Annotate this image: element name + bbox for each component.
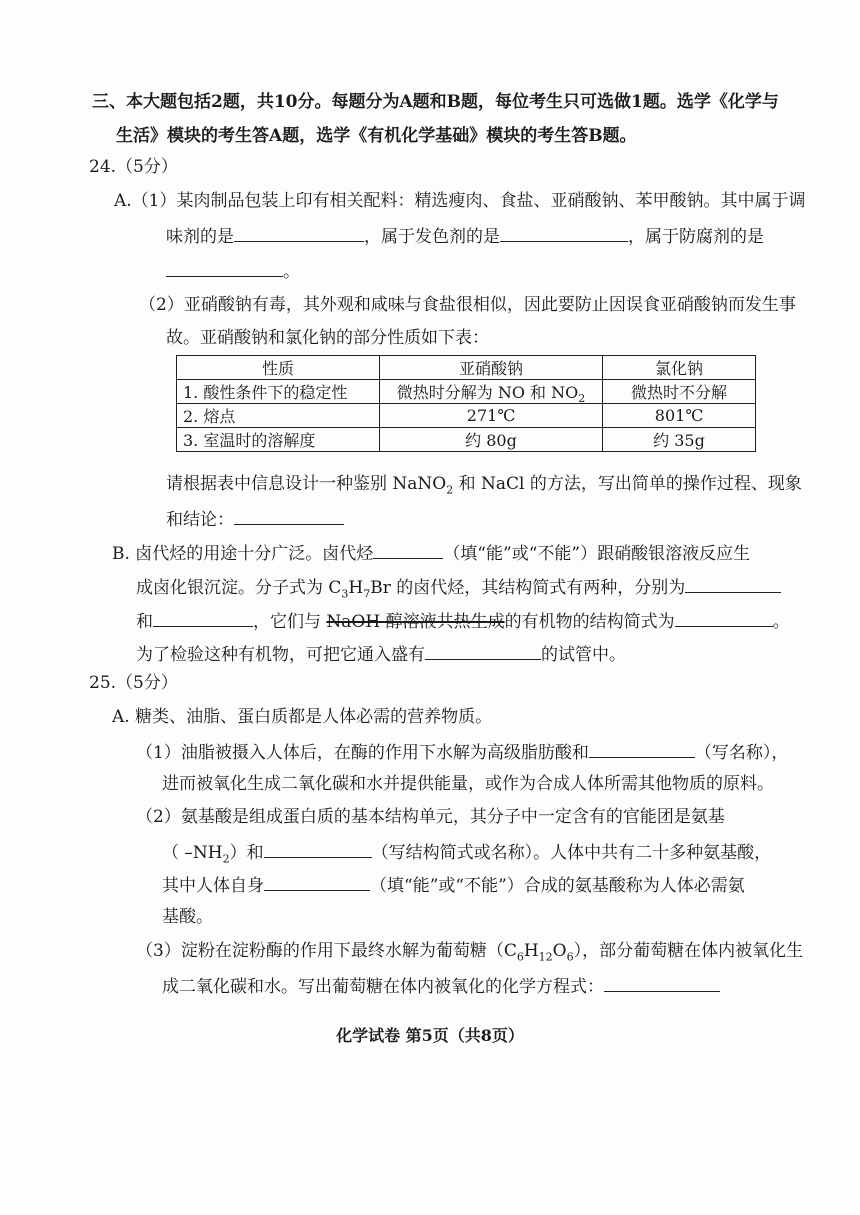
subscript: 7 (363, 587, 371, 601)
text: H (348, 578, 364, 598)
col-header: 亚硝酸钠 (380, 356, 603, 380)
table-row (177, 404, 756, 428)
cell: 约 35g (603, 428, 756, 452)
answer-blank-can[interactable] (373, 540, 443, 559)
q25-a2-line1: （2）氨基酸是组成蛋白质的基本结构单元，其分子中一定含有的官能团是氨基 (136, 807, 725, 827)
answer-blank-synthesize[interactable] (264, 872, 370, 891)
subscript: 2 (578, 392, 586, 406)
answer-blank-glycerol[interactable] (589, 739, 695, 758)
col-header: 氯化钠 (603, 356, 756, 380)
text: 为了检验这种有机物，可把它通入盛有 (136, 645, 425, 665)
q24-b-line3 (136, 608, 790, 634)
answer-blank-carboxyl[interactable] (264, 839, 372, 858)
text: （1）油脂被摄入人体后，在酶的作用下水解为高级脂肪酸和 (136, 743, 589, 763)
q25-a1-line2: 进而被氧化生成二氧化碳和水并提供能量，或作为合成人体所需其他物质的原料。 (162, 774, 774, 794)
text: 和 NaCl 的方法，写出简单的操作过程、现象 (453, 474, 802, 494)
cell: 3. 室温时的溶解度 (177, 428, 380, 452)
q24-a2-question (166, 472, 802, 496)
text: 的试管中。 (541, 645, 626, 665)
text: 和结论： (166, 510, 234, 530)
q24-header: 24.（5分） (89, 157, 178, 177)
q24-a1-text: A.（1）某肉制品包装上印有相关配料：精选瘦肉、食盐、亚硝酸钠、苯甲酸钠。其中属于调 (114, 191, 806, 211)
q25-a2-line4: 基酸。 (162, 907, 213, 927)
text: 微热时分解为 NO 和 NO (396, 383, 579, 402)
q25-a1-line1 (136, 739, 788, 765)
text: 的有机物的结构简式为 (504, 612, 675, 632)
text: 成二氧化碳和水。写出葡萄糖在体内被氧化的化学方程式： (162, 977, 604, 997)
text: ，属于防腐剂的是 (628, 227, 764, 247)
answer-blank-product[interactable] (675, 608, 773, 627)
text: Br 的卤代烃，其结构简式有两种，分别为 (370, 578, 686, 598)
q25-a3-line1 (136, 939, 803, 963)
section-instruction-line2: 生活》模块的考生答A题，选学《有机化学基础》模块的考生答B题。 (116, 126, 637, 146)
text: 。 (772, 612, 790, 632)
answer-blank-preservative[interactable] (166, 258, 283, 277)
text: ，它们与 (253, 612, 327, 632)
text: O (552, 941, 567, 961)
cell: 2. 熔点 (177, 404, 380, 428)
answer-blank-method[interactable] (234, 506, 344, 525)
subscript: 12 (538, 950, 553, 964)
text: ），部分葡萄糖在体内被氧化生 (573, 941, 804, 961)
q25-a-intro: A. 糖类、油脂、蛋白质都是人体必需的营养物质。 (112, 707, 493, 727)
text: （填“能”或“不能”）跟硝酸银溶液反应生 (443, 544, 751, 564)
q24-a2-line2: 故。亚硝酸钠和氯化钠的部分性质如下表： (166, 328, 489, 348)
cell: 1. 酸性条件下的稳定性 (177, 380, 380, 404)
answer-blank-structure1[interactable] (685, 574, 781, 593)
answer-blank-structure2[interactable] (153, 608, 253, 627)
answer-blank-color[interactable] (500, 223, 628, 242)
text: （写结构简式或名称）。人体中共有二十多种氨基酸， (371, 843, 772, 863)
q25-a2-line3 (162, 872, 745, 898)
text: B. 卤代烃的用途十分广泛。卤代烃 (112, 544, 374, 564)
answer-blank-equation[interactable] (604, 973, 720, 992)
cell: 271℃ (380, 404, 603, 428)
q24-a2-text: （2）亚硝酸钠有毒，其外观和咸味与食盐很相似，因此要防止因误食亚硝酸钠而发生事 (139, 295, 796, 315)
cell: 约 80g (380, 428, 603, 452)
section-instruction-line1: 三、本大题包括2题，共10分。每题分为A题和B题，每位考生只可选做1题。选学《化学与 (92, 92, 779, 112)
text: 。 (283, 262, 300, 282)
text: H (523, 941, 539, 961)
q24-b-line1 (112, 540, 750, 566)
cell: 微热时不分解 (603, 380, 756, 404)
q25-a2-line2 (162, 839, 771, 865)
text: 和 (136, 612, 153, 632)
q24-b-line2 (136, 574, 781, 600)
page-footer: 化学试卷 第5页（共8页） (336, 1026, 524, 1045)
q24-a2-conclusion (166, 506, 344, 532)
subscript: 2 (222, 852, 230, 866)
scribbled-text: NaOH 醇溶液共热生成 (326, 612, 505, 632)
col-header: 性质 (177, 356, 380, 380)
text: 请根据表中信息设计一种鉴别 NaNO (166, 474, 447, 494)
text: （写名称）， (694, 743, 789, 763)
cell (380, 380, 603, 404)
q25-header: 25.（5分） (89, 673, 178, 693)
table-row (177, 428, 756, 452)
text: 其中人体自身 (162, 876, 264, 896)
subscript: 2 (446, 483, 454, 497)
q25-a3-line2 (162, 973, 720, 999)
q24-a1-line2 (166, 223, 764, 249)
q24-b-line4 (136, 641, 626, 667)
table-row (177, 380, 756, 404)
text: （3）淀粉在淀粉酶的作用下最终水解为葡萄糖（C (136, 941, 517, 961)
answer-blank-flavoring[interactable] (234, 223, 364, 242)
properties-table (176, 355, 756, 452)
text: 味剂的是 (166, 227, 234, 247)
answer-blank-reagent[interactable] (425, 641, 541, 660)
q24-a1-line3 (166, 258, 300, 284)
cell: 801℃ (603, 404, 756, 428)
text: 成卤化银沉淀。分子式为 C (136, 578, 342, 598)
text: （ –NH (162, 843, 223, 863)
text: ）和 (229, 843, 264, 863)
subscript: 6 (566, 950, 574, 964)
subscript: 6 (516, 950, 524, 964)
table-header-row (177, 356, 756, 380)
text: ，属于发色剂的是 (364, 227, 500, 247)
text: （填“能”或“不能”）合成的氨基酸称为人体必需氨 (370, 876, 745, 896)
subscript: 3 (341, 587, 349, 601)
